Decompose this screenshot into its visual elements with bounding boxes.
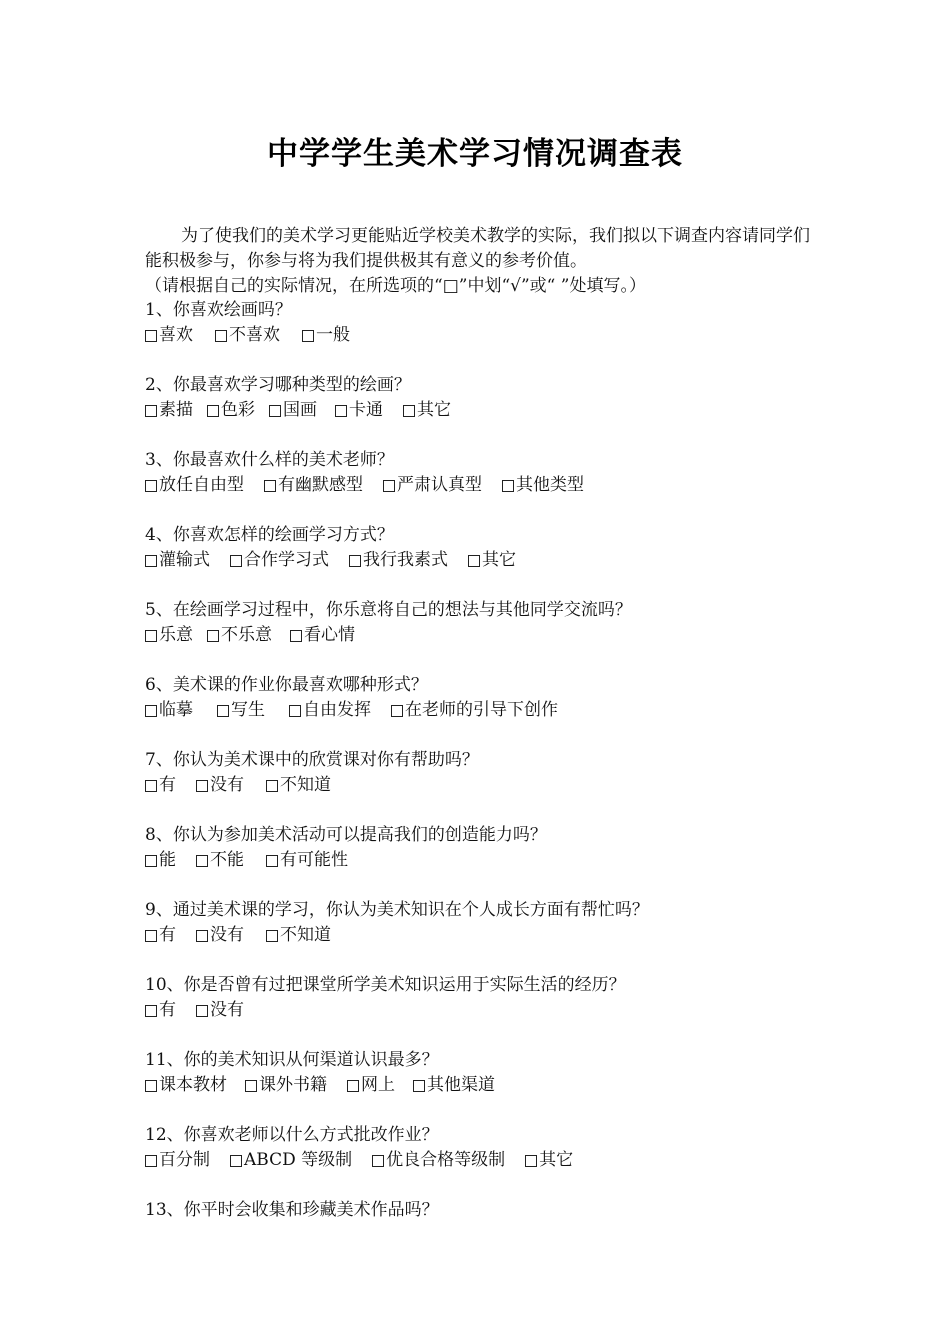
option-label: 有 <box>159 775 176 795</box>
option-checkbox[interactable] <box>266 773 331 798</box>
question-item <box>145 373 845 448</box>
option-checkbox[interactable] <box>347 1073 395 1098</box>
checkbox-square-icon[interactable] <box>215 330 227 342</box>
option-label: 严肃认真型 <box>397 475 482 495</box>
question-item <box>145 448 845 523</box>
option-label: 其它 <box>482 550 516 570</box>
option-label: 一般 <box>316 325 350 345</box>
option-checkbox[interactable] <box>145 473 244 498</box>
checkbox-square-icon[interactable] <box>145 705 157 717</box>
intro-section <box>145 224 815 299</box>
checkbox-square-icon[interactable] <box>145 1080 157 1092</box>
option-checkbox[interactable] <box>207 398 255 423</box>
checkbox-square-icon[interactable] <box>468 555 480 567</box>
option-checkbox[interactable] <box>302 323 350 348</box>
option-checkbox[interactable] <box>335 398 383 423</box>
option-checkbox[interactable] <box>145 1148 210 1173</box>
option-label: 网上 <box>361 1075 395 1095</box>
option-group <box>145 548 845 573</box>
option-label: 没有 <box>210 925 244 945</box>
checkbox-square-icon[interactable] <box>502 480 514 492</box>
question-item <box>145 523 845 598</box>
option-label: 放任自由型 <box>159 475 244 495</box>
option-checkbox[interactable] <box>196 998 244 1023</box>
option-checkbox[interactable] <box>266 923 331 948</box>
checkbox-square-icon[interactable] <box>403 405 415 417</box>
option-group <box>145 623 845 648</box>
option-checkbox[interactable] <box>230 548 329 573</box>
intro-paragraph: 为了使我们的美术学习更能贴近学校美术教学的实际，我们拟以下调查内容请同学们能积极参与，你参与将为我们提供极其有意义的参考价值。 <box>145 226 810 271</box>
checkbox-square-icon[interactable] <box>145 930 157 942</box>
option-checkbox[interactable] <box>196 923 244 948</box>
checkbox-square-icon[interactable] <box>230 555 242 567</box>
option-label: 没有 <box>210 775 244 795</box>
checkbox-square-icon[interactable] <box>266 930 278 942</box>
question-item <box>145 1048 845 1123</box>
option-label: 优良合格等级制 <box>386 1150 506 1170</box>
question-text: 9、通过美术课的学习，你认为美术知识在个人成长方面有帮忙吗？ <box>145 900 649 920</box>
option-checkbox[interactable] <box>217 698 265 723</box>
question-item <box>145 673 845 748</box>
option-group <box>145 1073 845 1098</box>
option-checkbox[interactable] <box>196 848 244 873</box>
option-label: 在老师的引导下创作 <box>405 700 558 720</box>
checkbox-square-icon[interactable] <box>207 630 219 642</box>
option-checkbox[interactable] <box>145 998 176 1023</box>
checkbox-square-icon[interactable] <box>145 480 157 492</box>
question-text: 11、你的美术知识从何渠道认识最多？ <box>145 1050 439 1070</box>
checkbox-square-icon[interactable] <box>383 480 395 492</box>
option-label: 能 <box>159 850 176 870</box>
option-checkbox[interactable] <box>196 773 244 798</box>
checkbox-square-icon[interactable] <box>264 480 276 492</box>
option-label: 写生 <box>231 700 265 720</box>
option-label: 其它 <box>539 1150 574 1170</box>
option-checkbox[interactable] <box>413 1073 495 1098</box>
checkbox-square-icon[interactable] <box>269 405 281 417</box>
checkbox-square-icon[interactable] <box>145 405 157 417</box>
option-checkbox[interactable] <box>468 548 516 573</box>
option-label: 有可能性 <box>280 850 348 870</box>
option-checkbox[interactable] <box>145 398 193 423</box>
option-group <box>145 923 845 948</box>
option-checkbox[interactable] <box>290 623 355 648</box>
option-label: 有幽默感型 <box>278 475 363 495</box>
option-checkbox[interactable] <box>145 548 210 573</box>
option-checkbox[interactable] <box>230 1148 352 1173</box>
checkbox-square-icon[interactable] <box>145 1155 157 1167</box>
option-checkbox[interactable] <box>207 623 272 648</box>
option-label: 不知道 <box>280 775 331 795</box>
option-checkbox[interactable] <box>145 623 193 648</box>
option-label: 其他渠道 <box>427 1075 495 1095</box>
question-item <box>145 823 845 898</box>
question-text: 12、你喜欢老师以什么方式批改作业？ <box>145 1125 439 1145</box>
question-text: 5、在绘画学习过程中，你乐意将自己的想法与其他同学交流吗？ <box>145 600 632 620</box>
question-text: 8、你认为参加美术活动可以提高我们的创造能力吗？ <box>145 825 547 845</box>
question-item <box>145 1123 845 1198</box>
checkbox-square-icon[interactable] <box>266 855 278 867</box>
checkbox-square-icon[interactable] <box>349 555 361 567</box>
checkbox-square-icon[interactable] <box>302 330 314 342</box>
option-label: 百分制 <box>159 1150 210 1170</box>
question-text: 7、你认为美术课中的欣赏课对你有帮助吗？ <box>145 750 479 770</box>
option-checkbox[interactable] <box>289 698 371 723</box>
checkbox-square-icon[interactable] <box>372 1155 384 1167</box>
option-checkbox[interactable] <box>266 848 348 873</box>
option-checkbox[interactable] <box>525 1148 573 1173</box>
checkbox-square-icon[interactable] <box>347 1080 359 1092</box>
option-label: 没有 <box>210 1000 244 1020</box>
option-label: 国画 <box>283 400 317 420</box>
question-item <box>145 748 845 823</box>
checkbox-square-icon[interactable] <box>145 630 157 642</box>
checkbox-square-icon[interactable] <box>196 855 208 867</box>
option-label: 素描 <box>159 400 193 420</box>
checkbox-square-icon[interactable] <box>145 855 157 867</box>
checkbox-square-icon[interactable] <box>289 705 301 717</box>
option-label: 看心情 <box>304 625 355 645</box>
option-label: 不乐意 <box>221 625 272 645</box>
checkbox-square-icon[interactable] <box>196 1005 208 1017</box>
question-item <box>145 898 845 973</box>
option-group <box>145 773 845 798</box>
question-item <box>145 973 845 1048</box>
page-title: 中学学生美术学习情况调查表 <box>267 136 683 172</box>
checkbox-square-icon[interactable] <box>413 1080 425 1092</box>
question-list <box>145 298 845 1273</box>
option-label: 合作学习式 <box>244 550 329 570</box>
option-label: 色彩 <box>221 400 255 420</box>
question-text: 6、美术课的作业你最喜欢哪种形式？ <box>145 675 428 695</box>
option-label: 课外书籍 <box>259 1075 327 1095</box>
option-group <box>145 998 845 1023</box>
checkbox-square-icon[interactable] <box>266 780 278 792</box>
option-label: 乐意 <box>159 625 193 645</box>
option-label: 其他类型 <box>516 475 584 495</box>
checkbox-square-icon[interactable] <box>145 330 157 342</box>
checkbox-square-icon[interactable] <box>196 930 208 942</box>
option-checkbox[interactable] <box>403 398 451 423</box>
checkbox-square-icon[interactable] <box>207 405 219 417</box>
option-label: 课本教材 <box>159 1075 227 1095</box>
option-checkbox[interactable] <box>264 473 363 498</box>
option-checkbox[interactable] <box>391 698 558 723</box>
option-checkbox[interactable] <box>245 1073 327 1098</box>
option-checkbox[interactable] <box>145 698 193 723</box>
option-label: 不喜欢 <box>229 325 280 345</box>
option-label: 喜欢 <box>159 325 193 345</box>
option-checkbox[interactable] <box>215 323 280 348</box>
question-text: 2、你最喜欢学习哪种类型的绘画？ <box>145 375 411 395</box>
checkbox-square-icon[interactable] <box>230 1155 242 1167</box>
question-text: 1、你喜欢绘画吗？ <box>145 300 292 320</box>
option-group <box>145 323 845 348</box>
option-checkbox[interactable] <box>145 323 193 348</box>
option-group <box>145 398 845 423</box>
checkbox-square-icon[interactable] <box>145 555 157 567</box>
option-label: 我行我素式 <box>363 550 448 570</box>
option-group <box>145 848 845 873</box>
option-checkbox[interactable] <box>145 773 176 798</box>
option-checkbox[interactable] <box>383 473 482 498</box>
checkbox-square-icon[interactable] <box>290 630 302 642</box>
option-checkbox[interactable] <box>502 473 584 498</box>
checkbox-square-icon[interactable] <box>145 1005 157 1017</box>
option-label: 不知道 <box>280 925 331 945</box>
question-item <box>145 1198 845 1273</box>
checkbox-square-icon[interactable] <box>217 705 229 717</box>
option-label: 其它 <box>417 400 451 420</box>
option-checkbox[interactable] <box>145 848 176 873</box>
option-label: 不能 <box>210 850 244 870</box>
checkbox-square-icon[interactable] <box>525 1155 537 1167</box>
intro-instruction: （请根据自己的实际情况，在所选项的“□”中划“√”或“ ”处填写。） <box>145 276 646 296</box>
option-group <box>145 473 845 498</box>
checkbox-square-icon[interactable] <box>391 705 403 717</box>
question-item <box>145 298 845 373</box>
option-label: 自由发挥 <box>303 700 371 720</box>
checkbox-square-icon[interactable] <box>196 780 208 792</box>
checkbox-square-icon[interactable] <box>145 780 157 792</box>
question-text: 4、你喜欢怎样的绘画学习方式？ <box>145 525 394 545</box>
option-label: 卡通 <box>349 400 383 420</box>
option-group <box>145 698 845 723</box>
option-label: ABCD 等级制 <box>244 1150 353 1170</box>
option-label: 有 <box>159 925 176 945</box>
question-text: 10、你是否曾有过把课堂所学美术知识运用于实际生活的经历？ <box>145 975 626 995</box>
question-text: 13、你平时会收集和珍藏美术作品吗？ <box>145 1200 439 1220</box>
option-label: 临摹 <box>159 700 193 720</box>
option-checkbox[interactable] <box>269 398 317 423</box>
option-checkbox[interactable] <box>372 1148 505 1173</box>
option-label: 有 <box>159 1000 176 1020</box>
checkbox-square-icon[interactable] <box>245 1080 257 1092</box>
option-group <box>145 1148 845 1173</box>
question-text: 3、你最喜欢什么样的美术老师？ <box>145 450 394 470</box>
option-checkbox[interactable] <box>145 923 176 948</box>
option-checkbox[interactable] <box>145 1073 227 1098</box>
question-item <box>145 598 845 673</box>
option-checkbox[interactable] <box>349 548 448 573</box>
option-label: 灌输式 <box>159 550 210 570</box>
checkbox-square-icon[interactable] <box>335 405 347 417</box>
